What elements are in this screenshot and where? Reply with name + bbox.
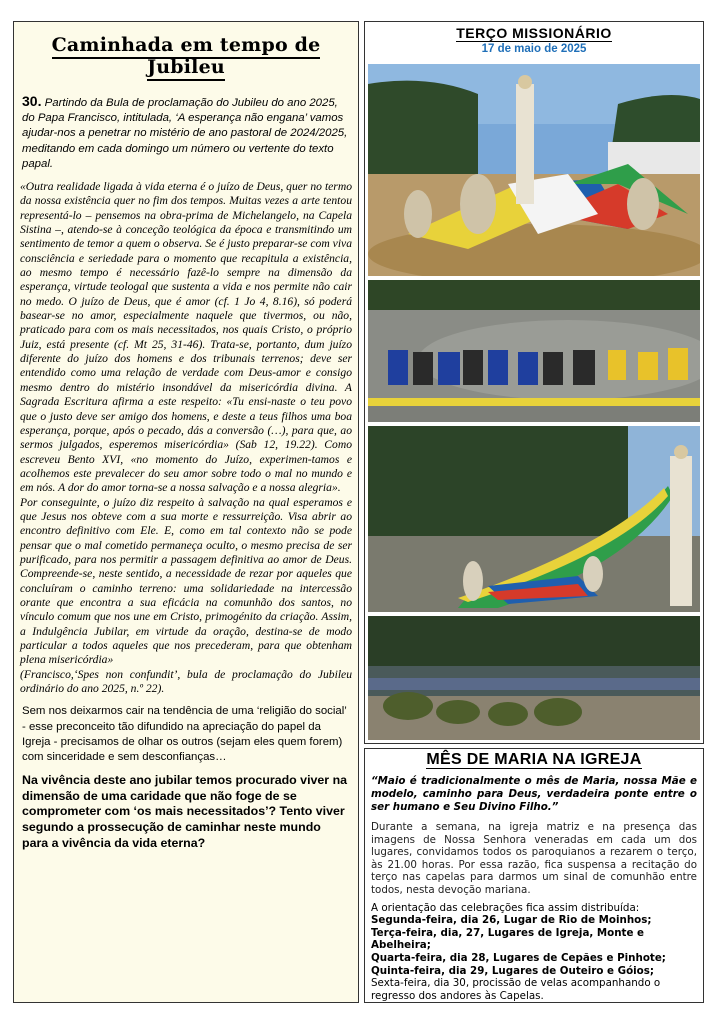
mes-de-maria-section bbox=[364, 748, 704, 1003]
quote-part-1: «Outra realidade ligada à vida eterna é o juízo de Deus, quer no termo da nossa existência quer no fim dos tempos. Muitas vezes a arte tentou representá-lo – pensemos na obra-prima de Michelangelo, na Capela Sistina –, atendo-se à conceção teológica da época e transmitindo um sentimento de temor a quem o observa. Se é justo preparar-se com viva consciência e seriedade para o momento que recapitula a existência, ao mesmo tempo é necessário fazê-lo sempre na dimensão da esperança, virtude teologal que sustenta a vida e nos permite não cair no medo. O juízo de Deus, que é amor (cf. 1 Jo 4, 8.16), só poderá basear-se no amor, especialmente naquele que tivermos, ou não, praticado para com os mais necessitados, nos quais Cristo, o próprio Juiz, está presente (cf. Mt 25, 31-46). Trata-se, portanto, dum juízo diferente do juízo dos homens e dos tribunais terrenos; deve ser entendido como uma relação de verdade com Deus-amor e consigo mesmo dentro do mistério insondável da misericórdia divina. A Sagrada Escritura afirma a este respeito: «Tu ensi-naste o teu povo que o justo deve ser amigo dos homens, e deste a teus filhos uma boa esperança, porque, após o pecado, dás a conversão (…), para que, ao sermos julgados, esperemos misericórdia» (Sab 12, 19.22). Como escreveu Bento XVI, «no momento do Juízo, experimen-tamos e acolhemos este prevalecer do seu amor sobre todo o mal no mundo e em nós. A dor do amor torna-se a nossa salvação e a nossa alegria». bbox=[20, 180, 352, 495]
terco-title: TERÇO MISSIONÁRIO bbox=[456, 25, 612, 41]
reflection-questions: Na vivência deste ano jubilar temos procurado viver na dimensão de uma caridade que não foge de se comprometer com ‘os mais necessitados’? Tento viver segundo a prossecução de caminhar neste mundo para a vivência da vida eterna? bbox=[22, 773, 348, 850]
article-number: 30. bbox=[22, 93, 42, 109]
mes-maria-schedule bbox=[371, 902, 697, 1003]
papal-quote bbox=[20, 180, 352, 696]
quote-citation: (Francisco,‘Spes non confundit’, bula de proclamação do Jubileu ordinário do ano 2025, n.º 22). bbox=[20, 667, 352, 696]
jubileu-article bbox=[13, 21, 359, 1003]
quote-part-2: Por conseguinte, o juízo diz respeito à salvação na qual esperamos e que Jesus nos obteve com a sua morte e ressurreição. Visa abrir ao encontro definitivo com Ele. E, como em tal contexto não se pode pensar que o mal cometido permaneça oculto, o mesmo precisa de ser purificado, para nos permitir a passagem definitiva ao amor de Deus. Compreende-se, neste sentido, a necessidade de rezar por aqueles que concluíram o caminho terreno: uma solidariedade na intercessão orante que encontra a sua eficácia na comunhão dos santos, no vínculo comum que nos une em Cristo, primogénito da criação. Assim, a Indulgência Jubilar, em virtude da oração, destina-se de modo particular a todos aqueles que nos precederam, para que obtenham plena misericórdia» bbox=[20, 495, 352, 667]
schedule-intro: A orientação das celebrações fica assim distribuída: bbox=[371, 901, 640, 914]
schedule-item: Segunda-feira, dia 26, Lugar de Rio de Moinhos; bbox=[371, 914, 652, 927]
reflection-paragraph: Sem nos deixarmos cair na tendência de uma ‘religião do social’ - esse preconceito tão difundido na apreciação do papel da Igreja - precisamos de olhar os outros (sejam eles quem forem) com sinceridade e sem desconfianças… bbox=[22, 705, 347, 763]
mes-maria-body: Durante a semana, na igreja matriz e na presença das imagens de Nossa Senhora veneradas em cada um dos lugares, convidamos todos os paroquianos a rezarem o terço, às 21.00 horas. Por essa razão, fica suspensa a recitação do terço nas capelas para darmos um sinal de comunhão entre todos, nesta devoção mariana. bbox=[371, 821, 697, 896]
intro-text: Partindo da Bula de proclamação do Jubileu do ano 2025, do Papa Francisco, intitulada, ‘A esperança não engana’ vamos ajudar-nos a penetrar no mistério de ano pastoral de 2024/2025, meditando em cada domingo um número ou vertente do texto papal. bbox=[22, 97, 348, 170]
photo-crowd-park bbox=[368, 616, 700, 740]
article-title: Caminhada em tempo de Jubileu bbox=[14, 34, 358, 78]
photo-statue-ribbon bbox=[368, 426, 700, 612]
mes-maria-title: MÊS DE MARIA NA IGREJA bbox=[426, 751, 642, 768]
schedule-item: Quarta-feira, dia 28, Lugares de Cepães e Pinhote; bbox=[371, 951, 666, 964]
photo-crowd-circle bbox=[368, 280, 700, 422]
schedule-item: Terça-feira, dia, 27, Lugares de Igreja, Monte e Abelheira; bbox=[371, 926, 645, 952]
photo-statue-flag bbox=[368, 64, 700, 276]
terco-date: 17 de maio de 2025 bbox=[481, 43, 587, 55]
article-intro bbox=[22, 94, 350, 172]
schedule-item: Quinta-feira, dia 29, Lugares de Outeiro e Góios; bbox=[371, 964, 654, 977]
terco-missionario-section bbox=[364, 21, 704, 744]
mes-maria-lead: “Maio é tradicionalmente o mês de Maria, nossa Mãe e modelo, caminho para Deus, verdadeira ponte entre o ser humano e Seu Divino Filho.” bbox=[371, 775, 697, 813]
schedule-item-last: Sexta-feira, dia 30, procissão de velas acompanhando o regresso dos andores às Capelas. bbox=[371, 977, 661, 1002]
